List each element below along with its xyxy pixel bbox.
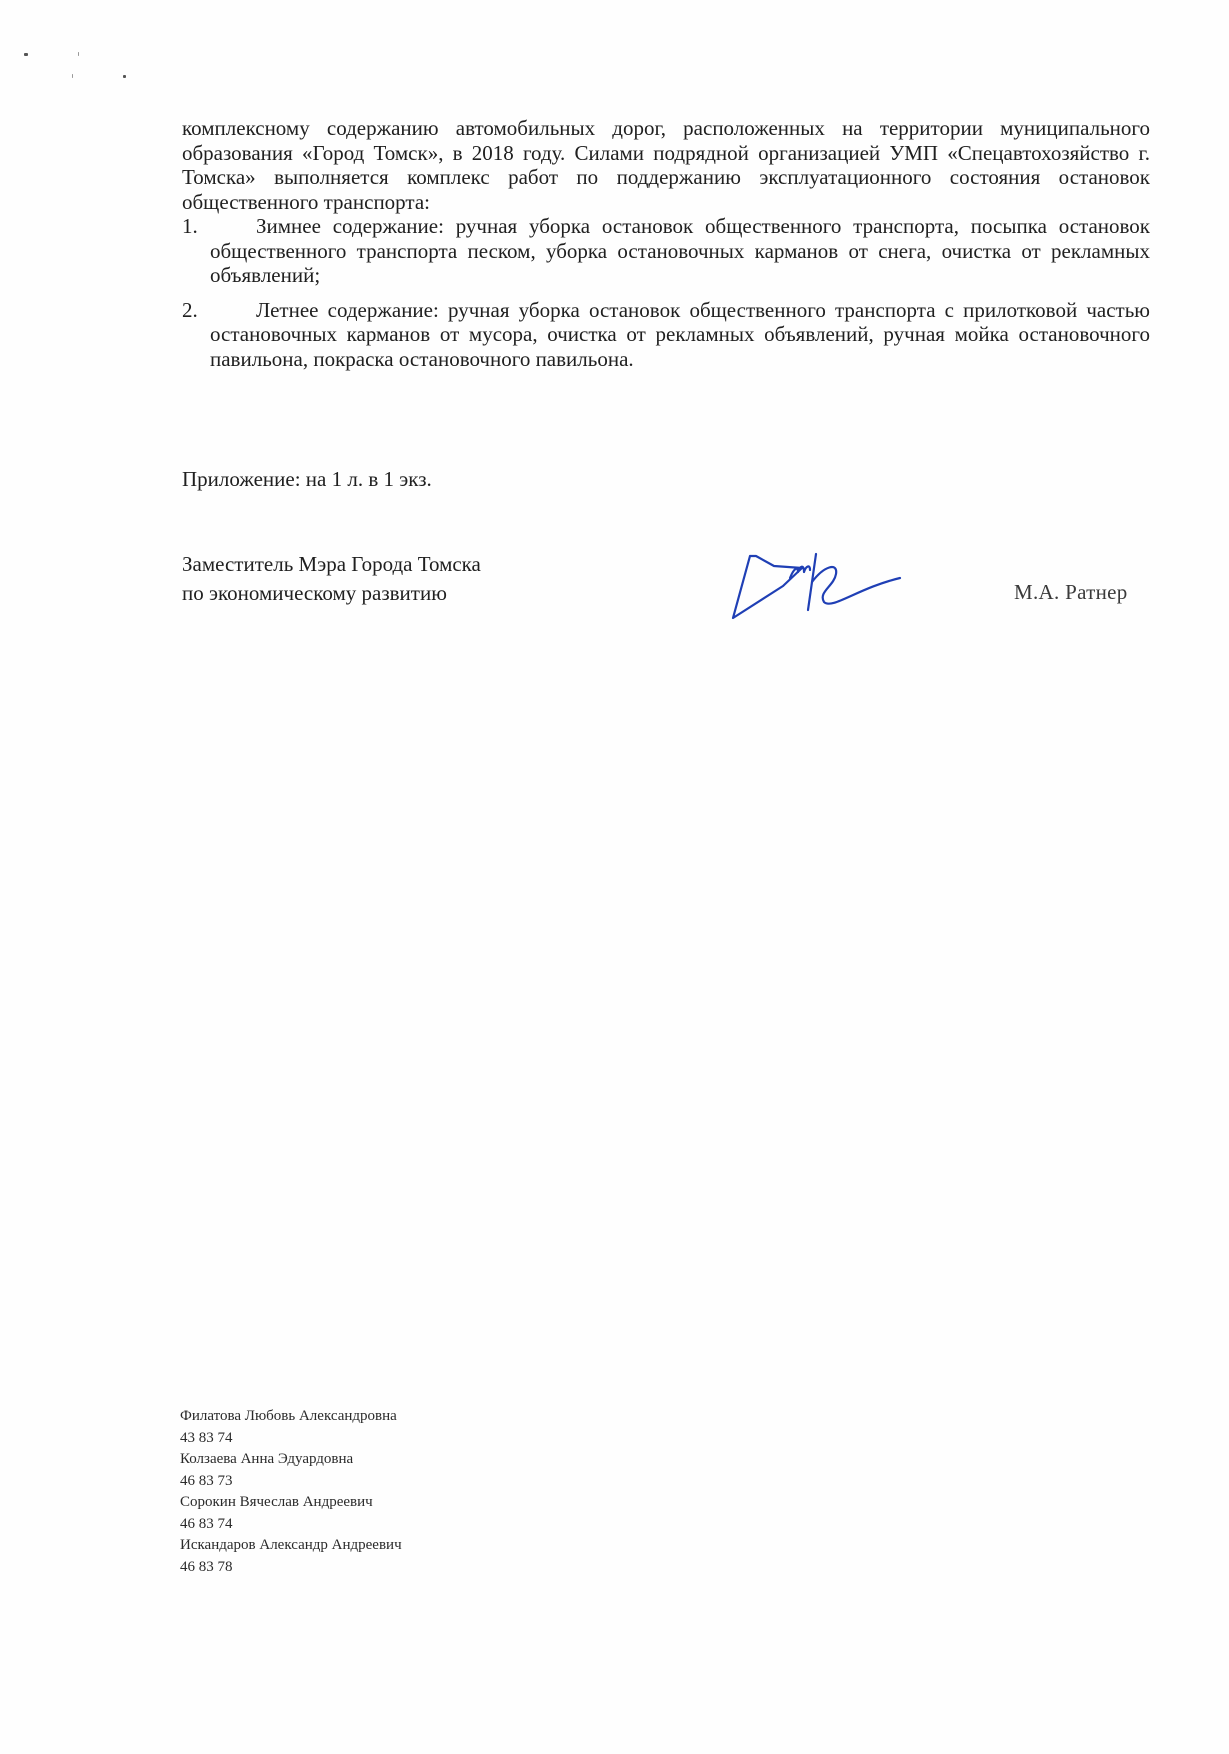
appendix-note: Приложение: на 1 л. в 1 экз. bbox=[182, 467, 432, 491]
position-line: по экономическому развитию bbox=[182, 581, 447, 605]
position-line: Заместитель Мэра Города Томска bbox=[182, 552, 481, 576]
list-item-number: 1. bbox=[182, 214, 198, 238]
contact-phone: 46 83 78 bbox=[180, 1558, 233, 1575]
list-item bbox=[182, 214, 1150, 288]
scan-speck bbox=[123, 75, 126, 78]
scan-speck bbox=[72, 74, 73, 78]
body-text bbox=[182, 116, 1150, 381]
contact-name: Колзаева Анна Эдуардовна bbox=[180, 1451, 354, 1467]
scan-speck bbox=[78, 52, 79, 56]
contacts-block bbox=[180, 1406, 402, 1578]
contact-name: Сорокин Вячеслав Андреевич bbox=[180, 1494, 373, 1510]
signatory-position bbox=[182, 550, 481, 608]
list-item-text: Летнее содержание: ручная уборка остановок общественного транспорта с прилотковой частью остановочных карманов от мусора, очистка от рекламных объявлений, ручная мойка остановочного павильона, покраска остановочного павильона. bbox=[210, 297, 1150, 371]
list-item-number: 2. bbox=[182, 297, 198, 322]
contact-phone: 46 83 74 bbox=[180, 1515, 233, 1532]
contact-name: Искандаров Александр Андреевич bbox=[180, 1537, 402, 1553]
scan-speck bbox=[24, 53, 28, 56]
contact-name: Филатова Любовь Александровна bbox=[180, 1408, 397, 1424]
handwritten-signature bbox=[728, 548, 904, 626]
list-item bbox=[182, 298, 1150, 372]
signer-name: М.А. Ратнер bbox=[1014, 580, 1128, 604]
contact-phone: 46 83 73 bbox=[180, 1472, 233, 1489]
contact-phone: 43 83 74 bbox=[180, 1429, 233, 1446]
list-item-text: Зимнее содержание: ручная уборка остановок общественного транспорта, посыпка остановок общественного транспорта песком, уборка остановочных карманов от снега, очистка от рекламных объявлений; bbox=[210, 214, 1150, 287]
intro-paragraph: комплексному содержанию автомобильных дорог, расположенных на территории муниципального образования «Город Томск», в 2018 году. Силами подрядной организацией УМП «Спецавтохозяйство г. Томска» выполняется комплекс работ по поддержанию эксплуатационного состояния остановок общественного транспорта: bbox=[182, 116, 1150, 214]
works-list bbox=[182, 214, 1150, 371]
